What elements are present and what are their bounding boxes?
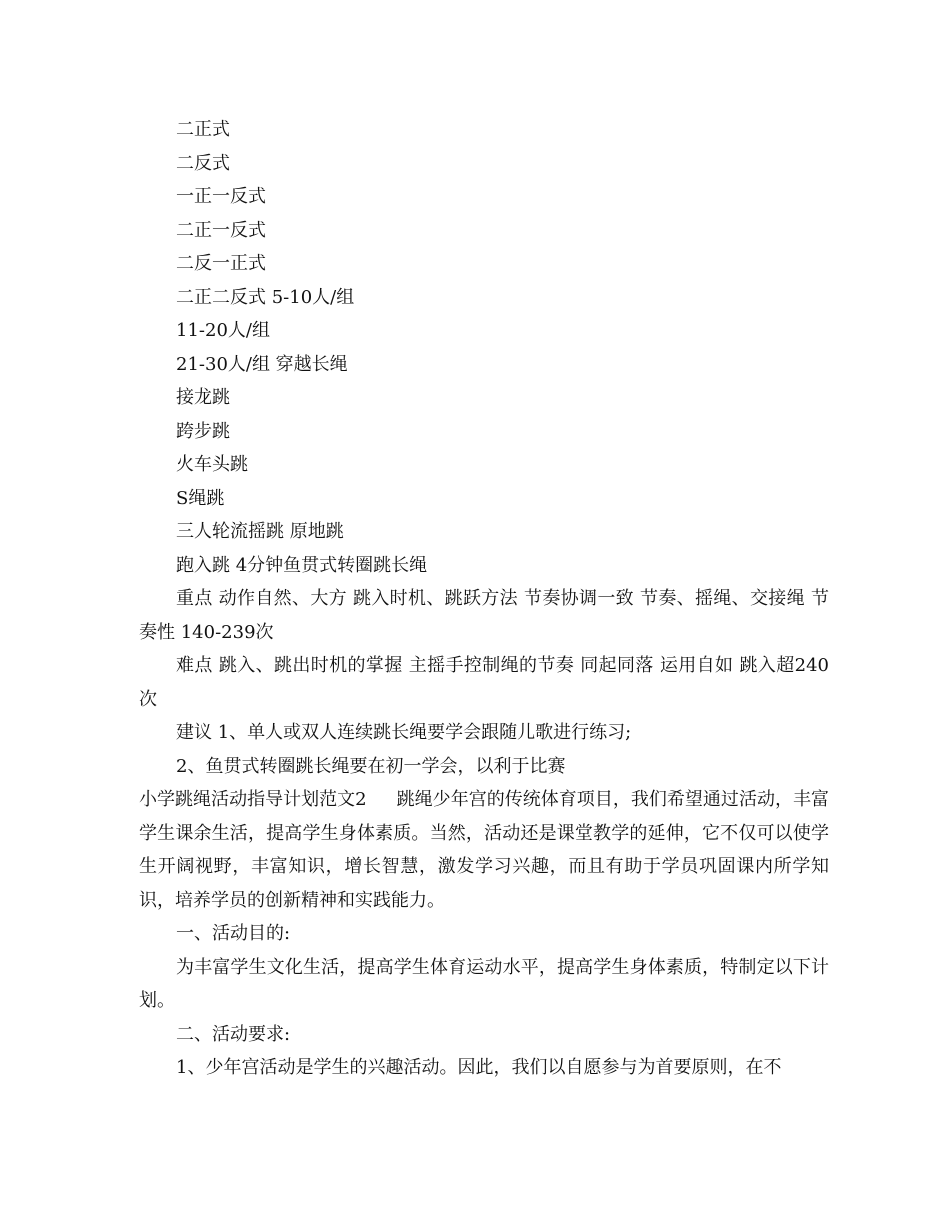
suggestion-line: 建议 1、单人或双人连续跳长绳要学会跟随儿歌进行练习; (176, 722, 632, 743)
list-item: 二反式 (176, 152, 230, 174)
purpose-paragraph: 为丰富学生文化生活，提高学生体育运动水平，提高学生身体素质，特制定以下计划。 (139, 956, 829, 1011)
requirement-paragraph: 1、少年宫活动是学生的兴趣活动。因此，我们以自愿参与为首要原则，在不 (176, 1057, 782, 1078)
list-item: 二反一正式 (176, 253, 266, 274)
list-item: 跨步跳 (176, 420, 230, 442)
list-item: 接龙跳 (176, 387, 230, 408)
list-item: 跑入跳 4分钟鱼贯式转圈跳长绳 (176, 554, 428, 576)
difficulty-paragraph: 难点 跳入、跳出时机的掌握 主摇手控制绳的节奏 同起同落 运用自如 跳入超240次 (139, 655, 829, 710)
document-body (139, 113, 829, 1085)
list-item: S绳跳 (176, 487, 225, 509)
section-paragraph (139, 783, 829, 917)
list-item: 火车头跳 (176, 454, 248, 475)
list-item: 二正式 (176, 119, 230, 140)
suggestion-line: 2、鱼贯式转圈跳长绳要在初一学会，以利于比赛 (176, 755, 566, 777)
list-item: 二正一反式 (176, 219, 266, 241)
list-item: 21-30人/组 穿越长绳 (176, 353, 348, 375)
list-item: 11-20人/组 (176, 320, 270, 341)
key-point-paragraph: 重点 动作自然、大方 跳入时机、跳跃方法 节奏协调一致 节奏、摇绳、交接绳 节奏性 140-239次 (139, 588, 829, 643)
heading: 一、活动目的: (176, 923, 291, 944)
list-item: 二正二反式 5-10人/组 (176, 286, 355, 308)
section-title: 小学跳绳活动指导计划范文2 (139, 789, 367, 810)
list-item: 一正一反式 (176, 186, 266, 207)
list-item: 三人轮流摇跳 原地跳 (176, 521, 344, 542)
section-intro: 跳绳少年宫的传统体育项目，我们希望通过活动，丰富学生课余生活，提高学生身体素质。当然，活动还是课堂教学的延伸，它不仅可以使学生开阔视野，丰富知识，增长智慧，激发学习兴趣，而且有助于学员巩固课内所学知识，培养学员的创新精神和实践能力。 (139, 789, 830, 911)
heading: 二、活动要求: (176, 1023, 291, 1045)
